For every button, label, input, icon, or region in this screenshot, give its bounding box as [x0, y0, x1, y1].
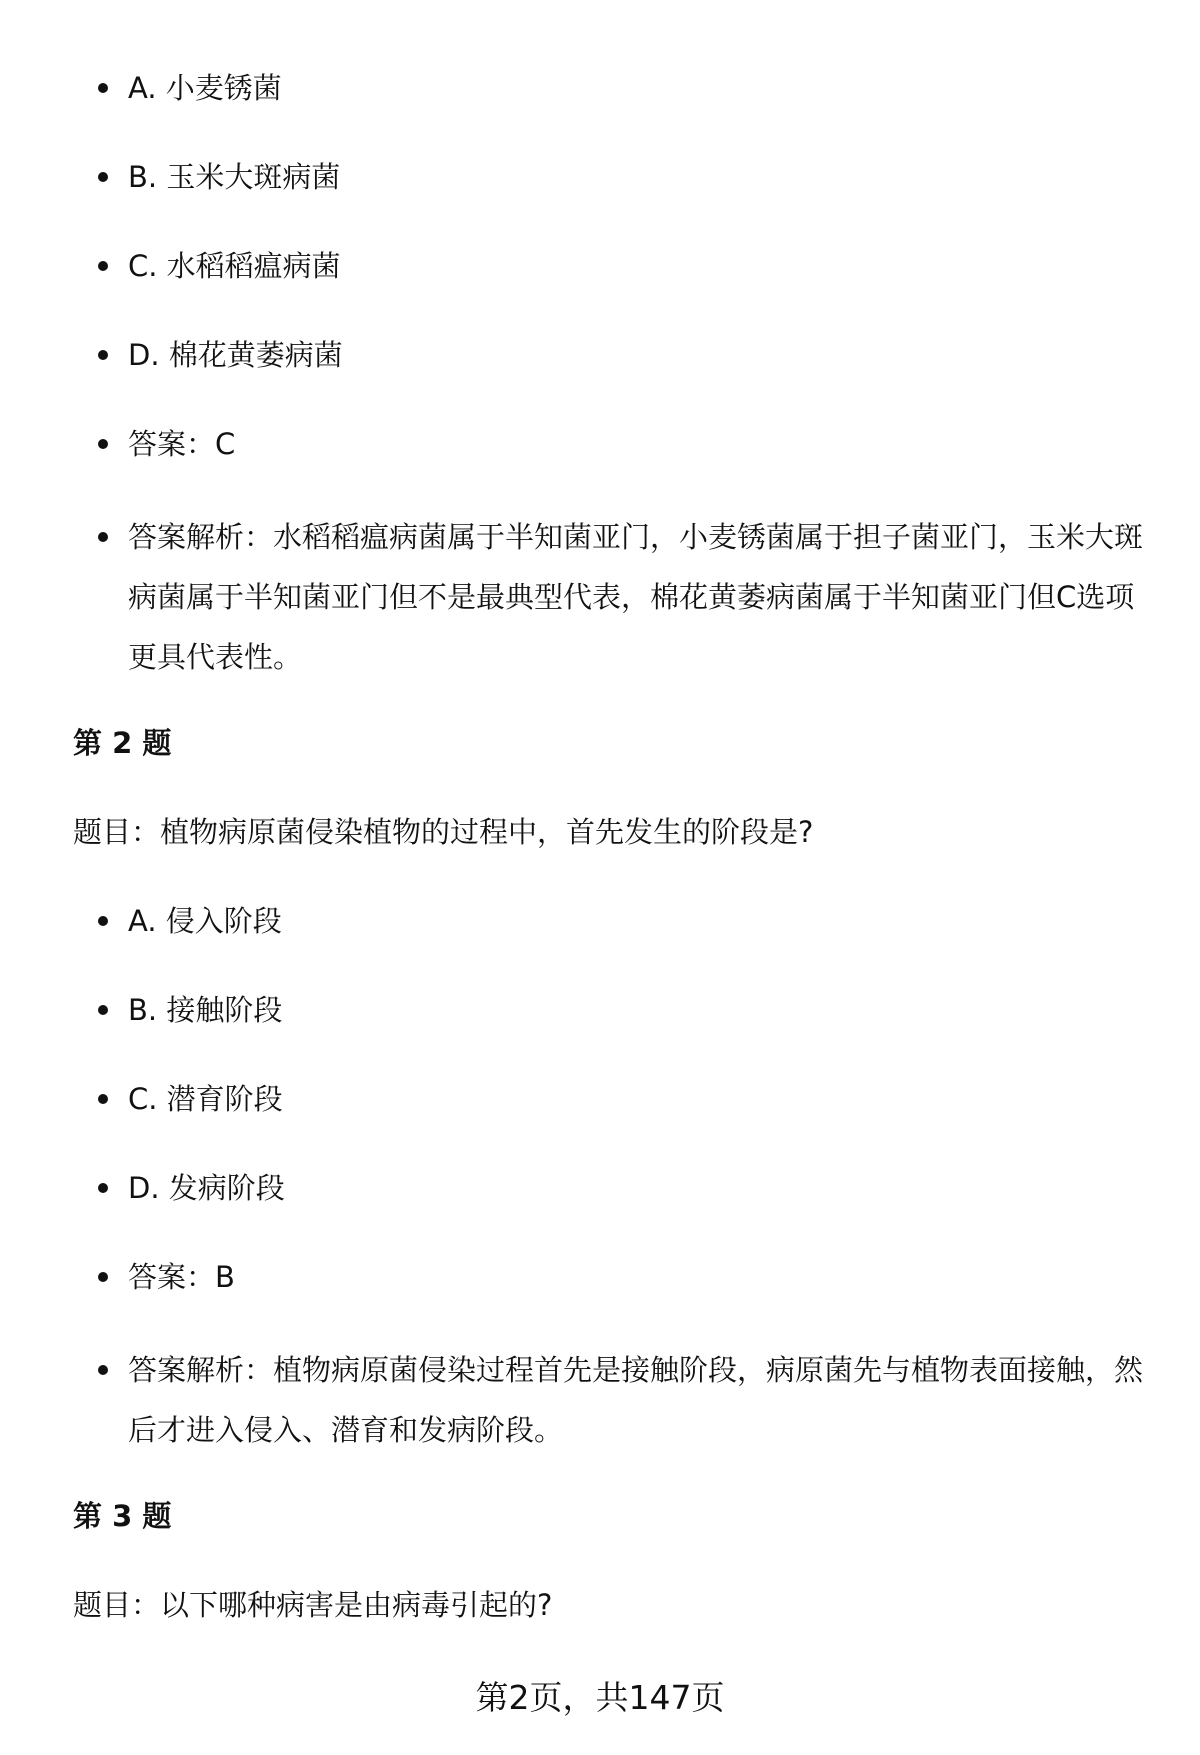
q1-option-c	[0, 236, 1200, 296]
q3-question: 题目：以下哪种病害是由病毒引起的?	[73, 1588, 553, 1622]
q2-option-list	[0, 891, 1200, 1307]
q1-option-a	[0, 58, 1200, 118]
option-label: A. 小麦锈菌	[128, 71, 282, 105]
bullet-icon	[98, 261, 108, 271]
q2-explanation	[0, 1340, 1148, 1460]
option-label: A. 侵入阶段	[128, 904, 282, 938]
bullet-icon	[98, 172, 108, 182]
bullet-icon	[98, 1005, 108, 1015]
option-label: D. 棉花黄萎病菌	[128, 338, 343, 372]
q1-options-block	[0, 58, 1200, 503]
q2-option-b	[0, 980, 1200, 1040]
bullet-icon	[98, 1365, 108, 1375]
bullet-icon	[98, 439, 108, 449]
q2-option-c	[0, 1069, 1200, 1129]
q1-option-d	[0, 325, 1200, 385]
q1-answer	[0, 414, 1200, 474]
option-label: D. 发病阶段	[128, 1171, 285, 1205]
q2-answer	[0, 1247, 1200, 1307]
page-number-footer: 第2页，共147页	[475, 1678, 725, 1717]
option-label: B. 玉米大斑病菌	[128, 160, 341, 194]
answer-text: 答案：B	[128, 1260, 235, 1294]
answer-text: 答案：C	[128, 427, 236, 461]
q1-explanation	[0, 507, 1148, 687]
q2-option-a	[0, 891, 1200, 951]
option-label: C. 潜育阶段	[128, 1082, 283, 1116]
q2-options-block	[0, 891, 1200, 1336]
explanation-text: 答案解析：植物病原菌侵染过程首先是接触阶段，病原菌先与植物表面接触，然后才进入侵入、潜育和发病阶段。	[128, 1353, 1144, 1447]
bullet-icon	[98, 916, 108, 926]
bullet-icon	[98, 350, 108, 360]
bullet-icon	[98, 83, 108, 93]
q1-option-list	[0, 58, 1200, 474]
q2-heading: 第 2 题	[73, 726, 172, 760]
bullet-icon	[98, 1272, 108, 1282]
bullet-icon	[98, 1183, 108, 1193]
bullet-icon	[98, 1094, 108, 1104]
explanation-text: 答案解析：水稻稻瘟病菌属于半知菌亚门，小麦锈菌属于担子菌亚门，玉米大斑病菌属于半知菌亚门但不是最典型代表，棉花黄萎病菌属于半知菌亚门但C选项更具代表性。	[128, 520, 1144, 674]
q1-option-b	[0, 147, 1200, 207]
q2-option-d	[0, 1158, 1200, 1218]
option-label: B. 接触阶段	[128, 993, 283, 1027]
q2-question: 题目：植物病原菌侵染植物的过程中，首先发生的阶段是?	[73, 815, 814, 849]
option-label: C. 水稻稻瘟病菌	[128, 249, 341, 283]
bullet-icon	[98, 532, 108, 542]
q3-heading: 第 3 题	[73, 1499, 172, 1533]
